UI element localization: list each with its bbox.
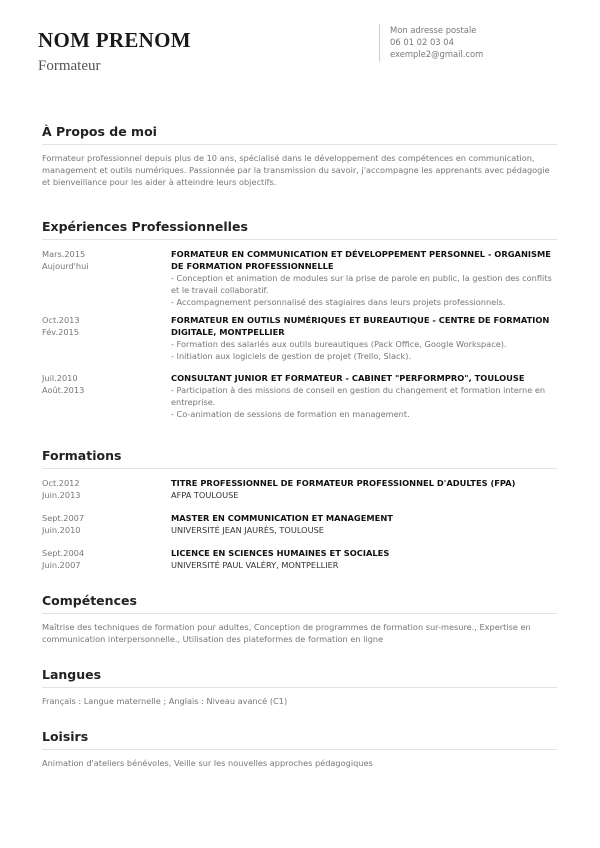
skills-title: Compétences (42, 593, 557, 614)
education-school: UNIVERSITÉ JEAN JAURÈS, TOULOUSE (171, 525, 324, 535)
end-date: Août.2013 (42, 385, 85, 395)
languages-text: Français : Langue maternelle ; Anglais : Niveau avancé (C1) (42, 696, 288, 706)
postal-address: Mon adresse postale (390, 25, 477, 35)
start-date: Sept.2004 (42, 548, 85, 558)
end-date: Juin.2013 (42, 490, 81, 500)
experience-role: FORMATEUR EN OUTILS NUMÉRIQUES ET BUREAUTIQUE - CENTRE DE FORMATION DIGITALE, MONTPELLIER (171, 315, 550, 337)
experience-bullet: - Initiation aux logiciels de gestion de projet (Trello, Slack). (171, 351, 412, 361)
experience-item (42, 314, 557, 362)
start-date: Mars.2015 (42, 249, 86, 259)
end-date: Juin.2007 (42, 560, 81, 570)
experience-dates (42, 248, 162, 272)
experience-bullet: - Participation à des missions de conseil en gestion du changement et formation interne en entreprise. (171, 385, 546, 407)
start-date: Sept.2007 (42, 513, 85, 523)
phone-number: 06 01 02 03 04 (390, 37, 454, 47)
experience-bullet: - Accompagnement personnalisé des stagiaires dans leurs projets professionnels. (171, 297, 506, 307)
education-dates (42, 512, 162, 536)
start-date: Juil.2010 (42, 373, 78, 383)
education-item (42, 512, 557, 536)
contact-block (379, 24, 483, 62)
experience-role: CONSULTANT JUNIOR ET FORMATEUR - CABINET "PERFORMPRO", TOULOUSE (171, 373, 525, 383)
education-school: AFPA TOULOUSE (171, 490, 239, 500)
experience-dates (42, 372, 162, 396)
hobbies-section (42, 729, 557, 769)
education-item (42, 477, 557, 501)
candidate-name: NOM PRENOM (38, 28, 191, 52)
experience-bullet: - Co-animation de sessions de formation en management. (171, 409, 410, 419)
about-text: Formateur professionnel depuis plus de 10 ans, spécialisé dans le développement des compétences en communication, management et outils numériques. Passionnée par la transmission du savoir, j'accompagne les apprenants avec pédagogie et bienveillance pour les aider à atteindre leurs objectifs. (42, 153, 550, 187)
experience-item (42, 372, 557, 420)
experience-section (42, 219, 557, 427)
experience-bullet: - Conception et animation de modules sur la prise de parole en public, la gestion des conflits et le travail collaboratif. (171, 273, 552, 295)
education-school: UNIVERSITÉ PAUL VALÉRY, MONTPELLIER (171, 560, 339, 570)
email-address: exemple2@gmail.com (390, 49, 484, 59)
education-degree: MASTER EN COMMUNICATION ET MANAGEMENT (171, 513, 393, 523)
skills-section (42, 593, 557, 645)
end-date: Aujourd'hui (42, 261, 89, 271)
hobbies-title: Loisirs (42, 729, 557, 750)
end-date: Juin.2010 (42, 525, 81, 535)
start-date: Oct.2013 (42, 315, 80, 325)
about-title: À Propos de moi (42, 124, 557, 145)
education-degree: TITRE PROFESSIONNEL DE FORMATEUR PROFESSIONNEL D'ADULTES (FPA) (171, 478, 516, 488)
education-item (42, 547, 557, 571)
languages-title: Langues (42, 667, 557, 688)
about-section (42, 124, 557, 188)
experience-bullet: - Formation des salariés aux outils bureautiques (Pack Office, Google Workspace). (171, 339, 507, 349)
languages-section (42, 667, 557, 707)
experience-title: Expériences Professionnelles (42, 219, 557, 240)
education-dates (42, 477, 162, 501)
start-date: Oct.2012 (42, 478, 80, 488)
education-title: Formations (42, 448, 557, 469)
experience-dates (42, 314, 162, 338)
education-degree: LICENCE EN SCIENCES HUMAINES ET SOCIALES (171, 548, 390, 558)
education-section (42, 448, 557, 578)
hobbies-text: Animation d'ateliers bénévoles, Veille sur les nouvelles approches pédagogiques (42, 758, 373, 768)
skills-text: Maîtrise des techniques de formation pour adultes, Conception de programmes de formation sur-mesure., Expertise en communication interpersonnelle., Utilisation des plateformes de formation en ligne (42, 622, 531, 644)
experience-item (42, 248, 557, 308)
end-date: Fév.2015 (42, 327, 79, 337)
experience-role: FORMATEUR EN COMMUNICATION ET DÉVELOPPEMENT PERSONNEL - ORGANISME DE FORMATION PROFESSIONNELLE (171, 249, 551, 271)
job-title: Formateur (38, 58, 101, 74)
education-dates (42, 547, 162, 571)
